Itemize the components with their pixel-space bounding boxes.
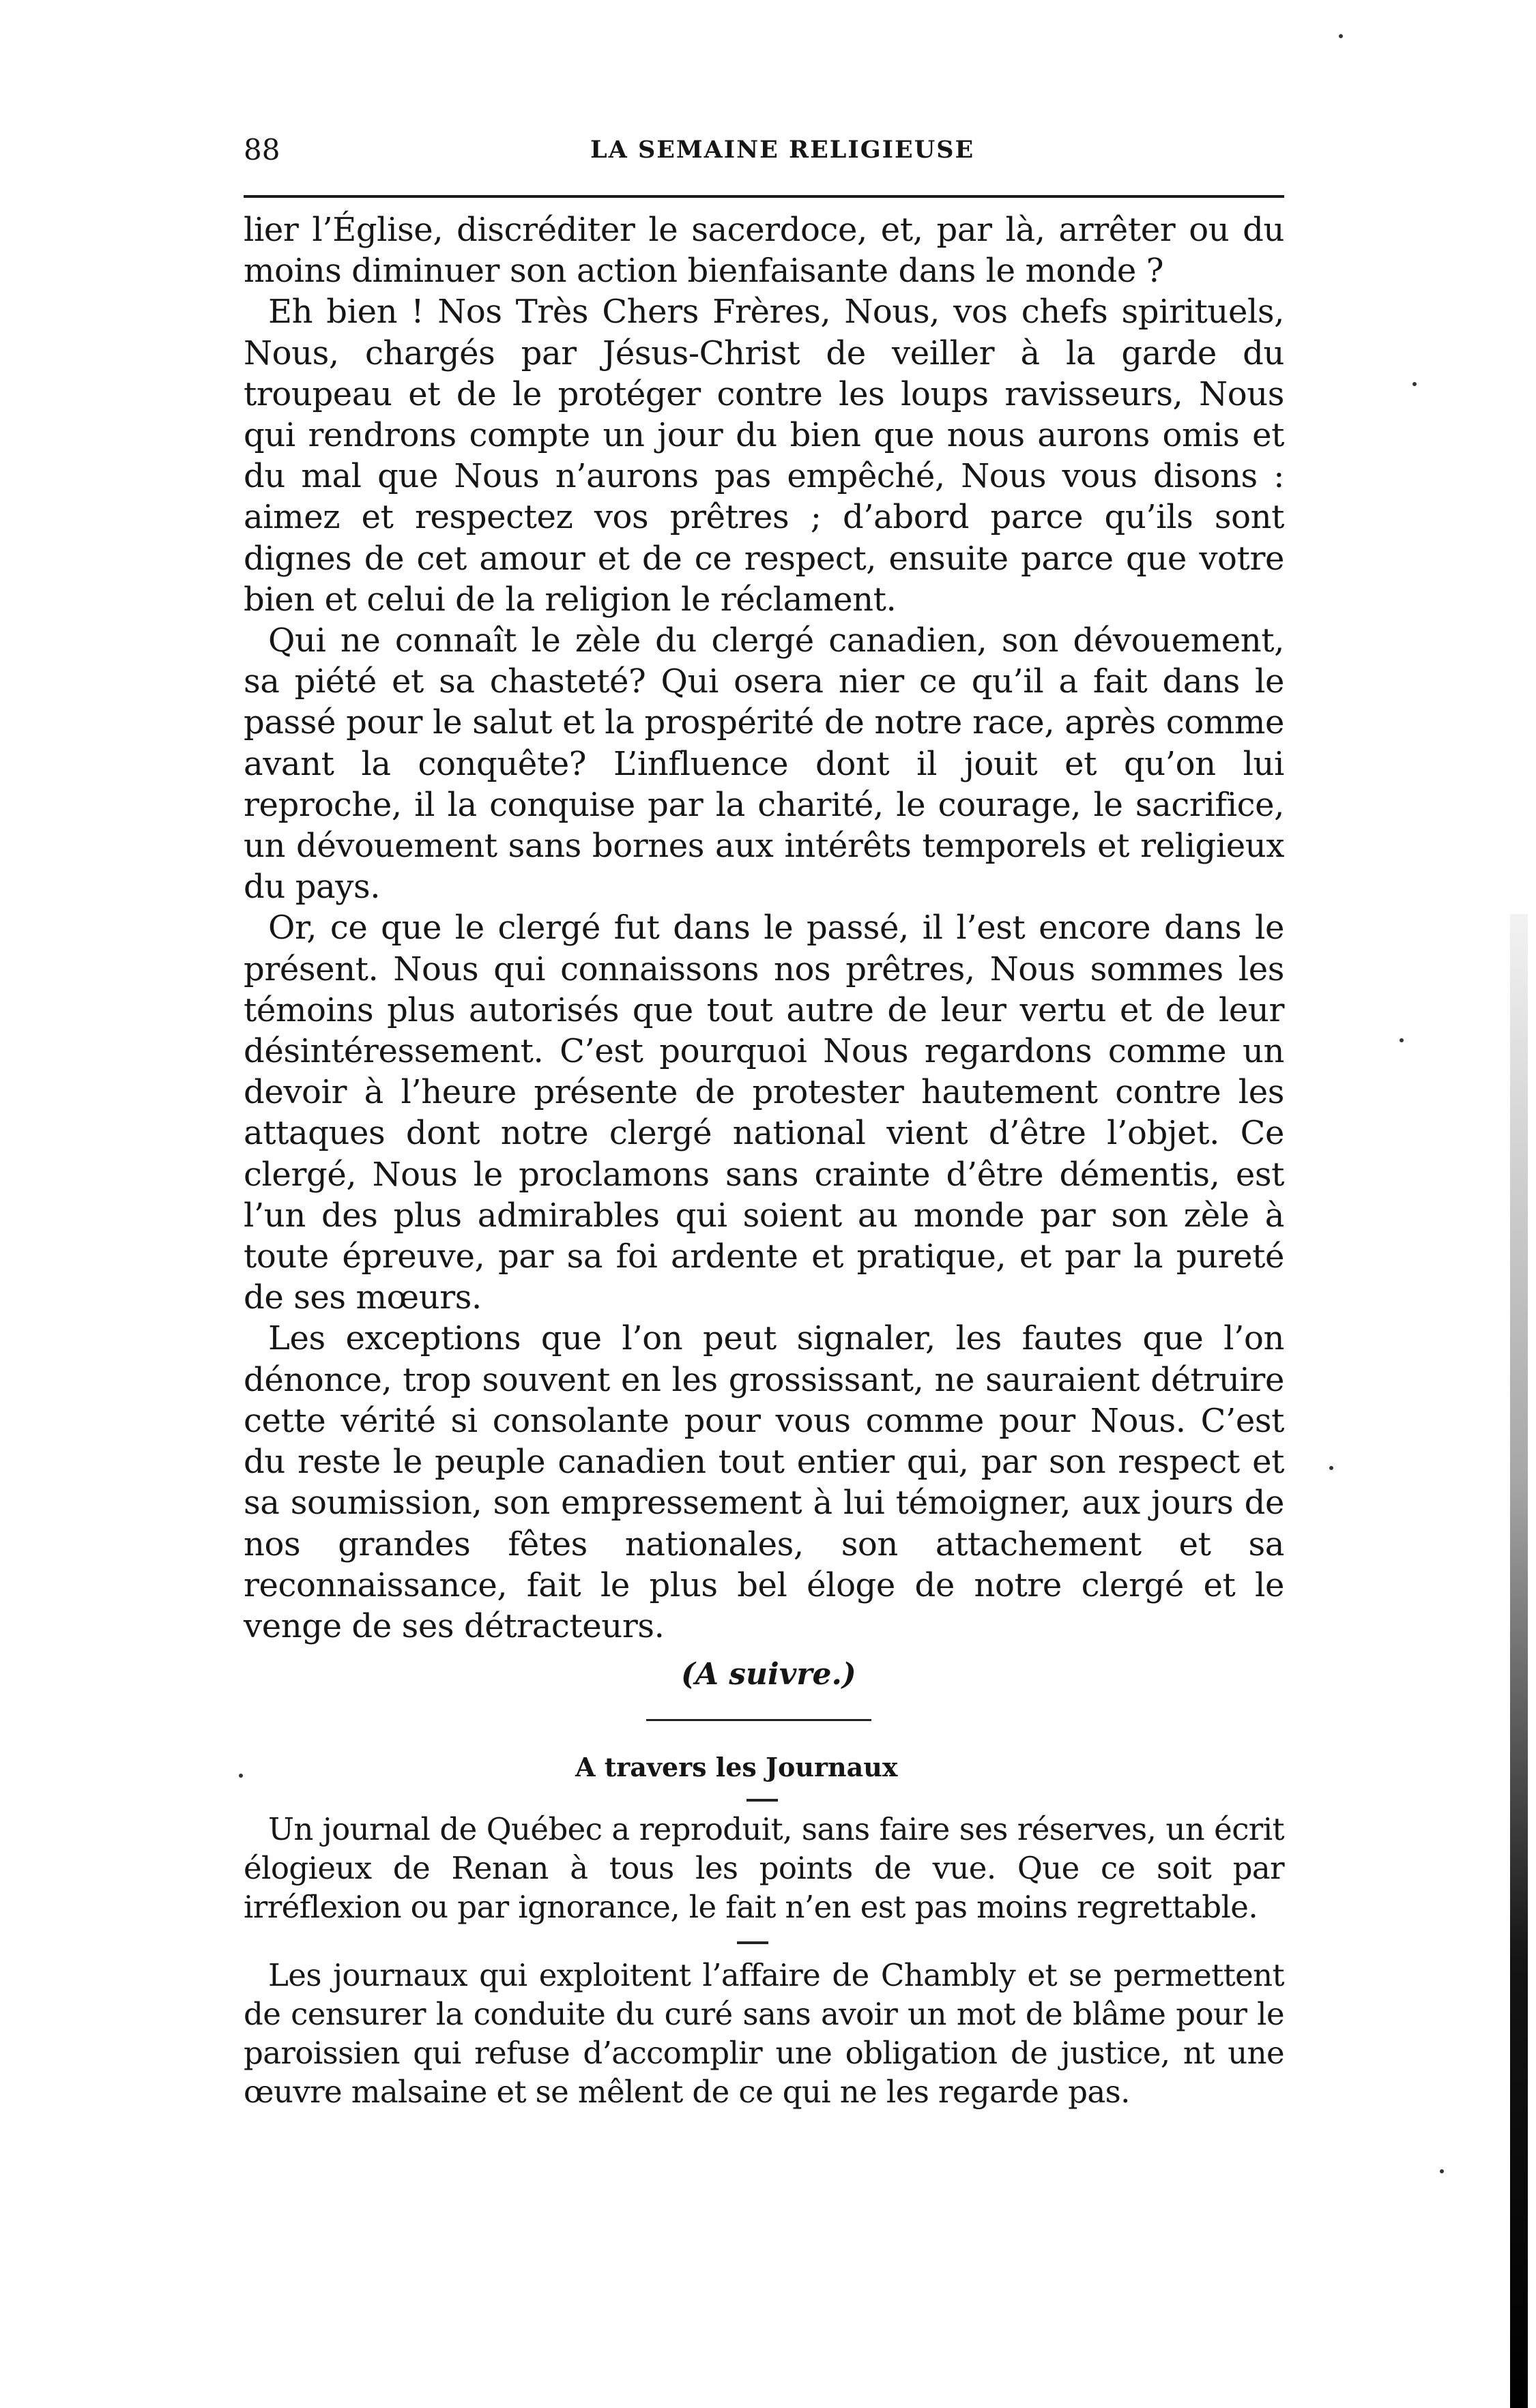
- scan-speck: [239, 1774, 243, 1778]
- scan-speck: [1339, 34, 1343, 38]
- running-title: LA SEMAINE RELIGIEUSE: [590, 136, 975, 164]
- paragraph-4: Or, ce que le clergé fut dans le passé, il l’est encore dans le présent. Nous qui connaissons nos prêtres, Nous sommes les témoins plus autorisés que tout autre de leur vertu et de leur désintéressement. C’est pourquoi Nous regardons comme un devoir à l’heure présente de protester hautement contre les attaques dont notre clergé national vient d’être l’objet. Ce clergé, Nous le proclamons sans crainte d’être démentis, est l’un des plus admirables qui soient au monde par son zèle à toute épreuve, par sa foi ardente et pratique, et par la pureté de ses mœurs.: [244, 909, 1284, 1317]
- paragraph-5: Les exceptions que l’on peut signaler, les fautes que l’on dénonce, trop souvent en les grossissant, ne sauraient détruire cette vérité si consolante pour vous comme pour Nous. C’est du reste le peuple canadien tout entier qui, par son respect et sa soumission, son empressement à lui témoigner, aux jours de nos grandes fêtes nationales, son attachement et sa reconnaissance, fait le plus bel éloge de notre clergé et le venge de ses détracteurs.: [244, 1319, 1284, 1645]
- news-item-text: Un journal de Québec a reproduit, sans faire ses réserves, un écrit élogieux de Renan à tous les points de vue. Que ce soit par irréflexion ou par ignorance, le fait n’en est pas moins regrettable.: [244, 1811, 1284, 1925]
- scan-speck: [1400, 1038, 1404, 1042]
- scan-speck: [1412, 382, 1417, 386]
- continuation-note: (A suivre.): [681, 1657, 856, 1692]
- article-body: [244, 209, 1284, 1647]
- page-header: [244, 130, 1284, 171]
- section-title: A travers les Journaux: [575, 1752, 898, 1782]
- scan-gutter-shadow: [1510, 914, 1528, 2408]
- scan-speck: [1440, 2169, 1444, 2173]
- news-separator: [737, 1941, 768, 1944]
- paragraph-1: lier l’Église, discréditer le sacerdoce, et, par là, arrêter ou du moins diminuer son action bienfaisante dans le monde ?: [244, 211, 1284, 291]
- page-number: 88: [244, 133, 280, 166]
- section-divider: [646, 1719, 871, 1721]
- header-rule: [244, 195, 1284, 198]
- title-underline: [747, 1799, 778, 1802]
- paragraph-3: Qui ne connaît le zèle du clergé canadien, son dévouement, sa piété et sa chasteté? Qui osera nier ce qu’il a fait dans le passé pour le salut et la prospérité de notre race, après comme avant la conquête? L’influence dont il jouit et qu’on lui reproche, il la conquise par la charité, le courage, le sacrifice, un dévouement sans bornes aux intérêts temporels et religieux du pays.: [244, 621, 1284, 907]
- scan-speck: [1329, 1466, 1333, 1470]
- news-item-text: Les journaux qui exploitent l’affaire de Chambly et se permettent de censurer la conduite du curé sans avoir un mot de blâme pour le paroissien qui refuse d’accomplir une obligation de justice, nt une œuvre malsaine et se mêlent de ce qui ne les regarde pas.: [244, 1957, 1284, 2110]
- paragraph-2: Eh bien ! Nos Très Chers Frères, Nous, vos chefs spirituels, Nous, chargés par Jésus-Christ de veiller à la garde du troupeau et de le protéger contre les loups ravisseurs, Nous qui rendrons compte un jour du bien que nous aurons omis et du mal que Nous n’aurons pas empêché, Nous vous disons : aimez et respectez vos prêtres ; d’abord parce qu’ils sont dignes de cet amour et de ce respect, ensuite parce que votre bien et celui de la religion le réclament.: [244, 293, 1284, 619]
- news-item-2: [244, 1956, 1284, 2111]
- news-item-1: [244, 1810, 1284, 1926]
